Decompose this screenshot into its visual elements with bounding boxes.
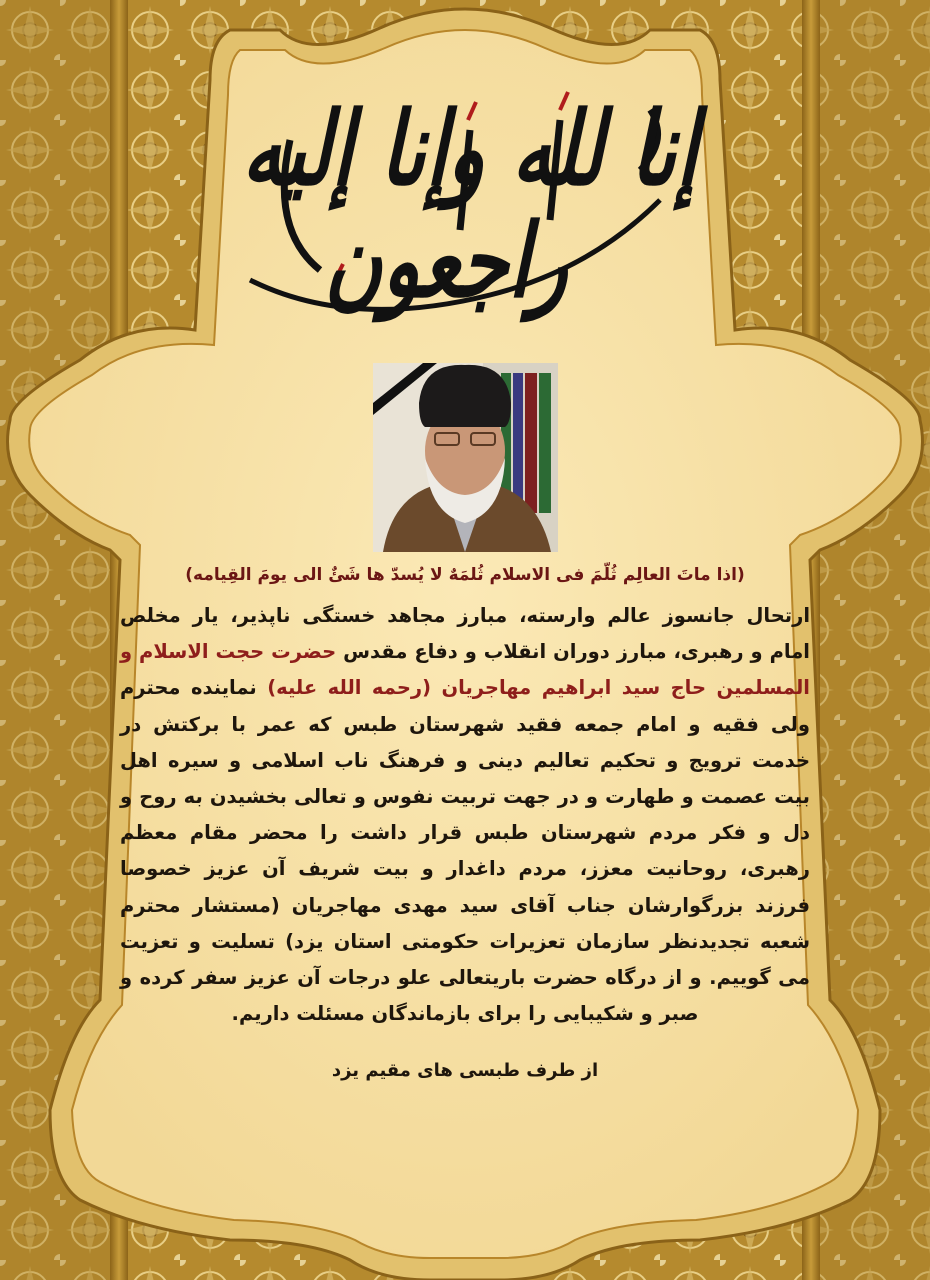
message-highlight-name: حضرت حجت الاسلام و المسلمین حاج سید ابراهیم مهاجریان (رحمه الله علیه) [120,640,810,700]
message-body [120,598,810,1032]
hadith-quote: (اذا ماتَ العالِم ثُلّمَ فی الاسلام ثُلمَهٌ لا یُسدّ ها شَئٌ الی یومَ القِیامه) [185,565,745,585]
condolence-message [120,562,810,1081]
signature: از طرف طبسی های مقیم یزد [331,1060,599,1082]
portrait-photo [373,363,558,552]
message-part-2: نماینده محترم ولی فقیه و امام جمعه فقید شهرستان طبس که عمر با برکتش در خدمت ترویج و تحکیم تعالیم دینی و فرهنگ ناب اسلامی و سیره اهل بیت عصمت و طهارت و در جهت تربیت نفوس و تعالی بخشیدن به روح و دل و فکر مردم شهرستان طبس قرار داشت را محضر مقام معظم رهبری، روحانیت معزز، مردم داغدار و بیت شریف آن عزیز خصوصا فرزند بزرگوارشان جناب آقای سید مهدی مهاجریان (مستشار محترم شعبه تجدیدنظر سازمان تعزیرات حکومتی استان یزد) تسلیت و تعزیت می گوییم. و از درگاه حضرت باریتعالی علو درجات آن عزیز سفر کرده و صبر و شکیبایی را برای بازماندگان مسئلت داریم. [120,676,810,1026]
message-part-1: ارتحال جانسوز عالم وارسته، مبارز مجاهد خستگی ناپذیر، یار مخلص امام و رهبری، مبارز دوران انقلاب و دفاع مقدس [120,604,810,664]
calligraphy-header [230,80,718,330]
portrait-with-ribbon-icon [373,363,558,552]
calligraphy-text: إنا لله وإنا إليه راجعون [236,90,718,321]
